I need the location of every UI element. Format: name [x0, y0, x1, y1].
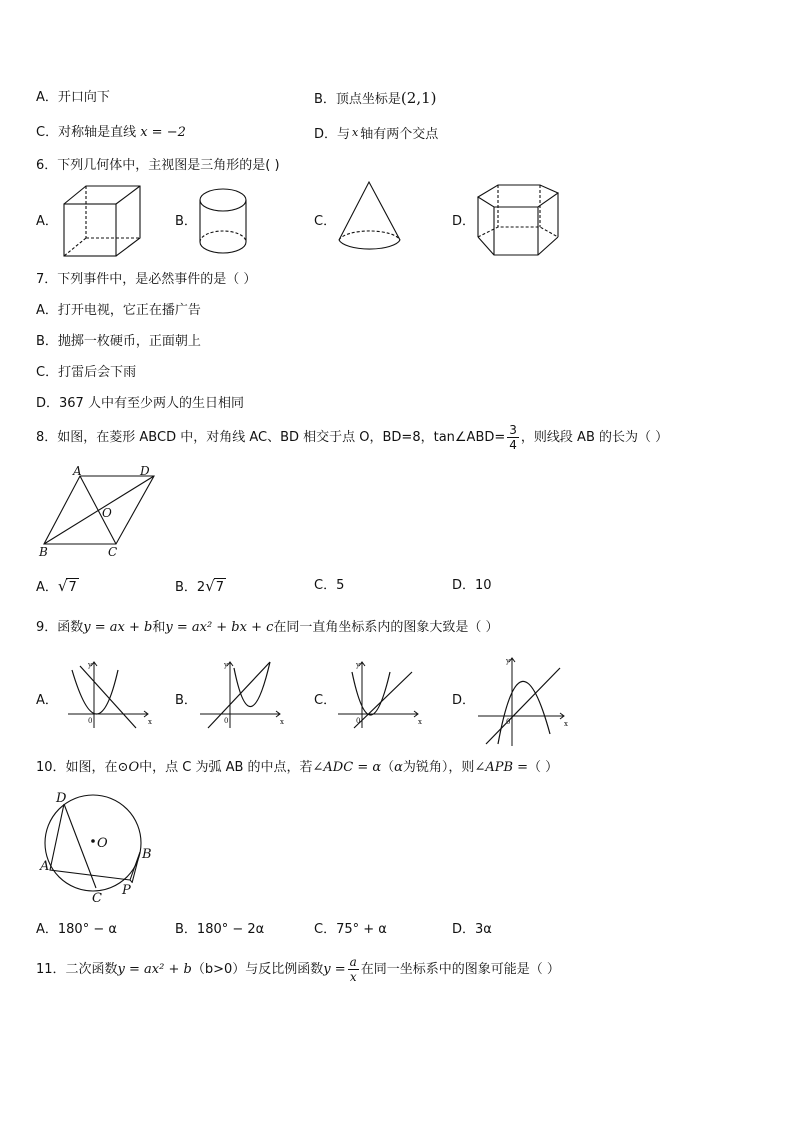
q8-label-b: B — [39, 545, 48, 559]
q9-d-origin: 0 — [506, 718, 511, 726]
q8-label-d: D — [140, 464, 150, 478]
q10-label-a: A — [40, 859, 50, 874]
q9-stem — [36, 619, 499, 637]
q9-b-x-label: x — [280, 718, 284, 726]
q9-and: 和 — [152, 620, 166, 635]
q10-option-c: C．75° + α — [314, 922, 387, 937]
q9-label-d: D． — [452, 693, 476, 708]
q10-stem-suffix: （ ） — [528, 760, 559, 775]
q6-cylinder-figure — [196, 184, 252, 260]
q9-c-y-label: y — [356, 661, 360, 669]
q8-label-a: A — [73, 464, 82, 478]
q11-stem-suffix: 在同一坐标系中的图象可能是（ ） — [360, 962, 560, 977]
q5-option-d-prefix: D．与 — [314, 127, 351, 142]
q10-label-o: O — [97, 836, 108, 851]
q10-stem-mid3: 为锐角），则 — [402, 760, 475, 775]
q8-rhombus-figure — [34, 460, 160, 560]
q10-option-a: A．180° − α — [36, 922, 117, 937]
q10-stem-mid2: （ — [381, 760, 395, 775]
q8-option-b-radicand: 7 — [215, 580, 225, 595]
q6-label-a: A． — [36, 214, 58, 229]
q10-label-c: C — [92, 891, 102, 906]
q8-label-o: O — [102, 506, 112, 520]
q9-b-origin: 0 — [224, 717, 229, 725]
q9-label-b: B． — [175, 693, 197, 708]
q10-stem-prefix: 10．如图，在 — [36, 760, 118, 775]
q8-option-a-radicand: 7 — [68, 580, 77, 595]
q8-option-a-label: A． — [36, 580, 58, 595]
q8-fraction-den: 4 — [509, 438, 517, 452]
q9-d-x-label: x — [564, 720, 568, 728]
q8-option-b-label: B．2 — [175, 580, 206, 595]
q8-stem-suffix: ，则线段 AB 的长为（ ） — [520, 430, 669, 445]
q9-graph-d — [474, 654, 570, 748]
q5-option-d-var: x — [352, 126, 359, 139]
q9-graph-c — [334, 658, 424, 730]
q9-stem-prefix: 9．函数 — [36, 620, 84, 635]
q5-option-c-value: x = −2 — [140, 125, 186, 140]
q9-c-x-label: x — [418, 718, 422, 726]
q6-label-c: C． — [314, 214, 337, 229]
q6-hexagonal-prism-figure — [474, 181, 564, 261]
q7-option-d: D．367 人中有至少两人的生日相同 — [36, 396, 244, 411]
q9-a-x-label: x — [148, 718, 152, 726]
q5-option-a: A．开口向下 — [36, 90, 110, 105]
q8-option-a: A．√7 — [36, 577, 77, 595]
q6-stem: 6．下列几何体中，主视图是三角形的是( ) — [36, 158, 280, 173]
q10-label-d: D — [56, 791, 67, 806]
q6-cone-figure — [334, 178, 406, 262]
q9-function-quadratic: y = ax² + bx + c — [165, 620, 274, 635]
q9-c-origin: 0 — [356, 717, 361, 725]
q8-label-c: C — [108, 545, 118, 559]
q10-circle-figure — [36, 786, 166, 906]
q11-function-quadratic: y = ax² + b — [117, 962, 192, 977]
q7-stem: 7．下列事件中，是必然事件的是（ ） — [36, 272, 257, 287]
q9-label-a: A． — [36, 693, 58, 708]
q5-option-b-value: (2,1) — [400, 89, 437, 107]
q11-fraction-den: x — [349, 970, 357, 984]
q11-stem — [36, 953, 560, 987]
q5-option-b-text: B．顶点坐标是 — [314, 92, 401, 107]
q6-cube-figure — [58, 182, 144, 262]
q10-stem — [36, 759, 558, 777]
q9-a-y-label: y — [88, 661, 92, 669]
q9-a-origin: 0 — [88, 717, 93, 725]
q9-graph-a — [64, 658, 154, 730]
q5-option-d — [314, 124, 438, 144]
q5-option-c-text: C．对称轴是直线 — [36, 125, 137, 140]
q6-label-d: D． — [452, 214, 476, 229]
q11-function-inverse-left: y = — [323, 962, 346, 977]
q9-label-c: C． — [314, 693, 337, 708]
q10-stem-mid1: 中，点 C 为弧 AB 的中点，若 — [139, 760, 313, 775]
q10-option-d: D．3α — [452, 922, 492, 937]
q8-stem-prefix: 8．如图，在菱形 ABCD 中，对角线 AC、BD 相交于点 O，BD=8，tan∠ABD= — [36, 430, 506, 445]
q10-angle-adc: ∠ADC = α — [312, 760, 382, 775]
q9-function-linear: y = ax + b — [83, 620, 153, 635]
q8-fraction-num: 3 — [509, 423, 517, 437]
q8-option-c: C．5 — [314, 578, 345, 593]
q8-fraction — [507, 423, 519, 452]
q9-b-y-label: y — [224, 661, 228, 669]
q10-label-p: P — [122, 883, 131, 898]
q10-alpha: α — [394, 760, 403, 775]
q5-option-d-suffix: 轴有两个交点 — [360, 127, 439, 142]
q7-option-c: C．打雷后会下雨 — [36, 365, 137, 380]
q8-option-d: D．10 — [452, 578, 492, 593]
q11-fraction-num: a — [349, 955, 357, 969]
q10-angle-apb: ∠APB = — [474, 760, 529, 775]
q9-stem-suffix: 在同一直角坐标系内的图象大致是（ ） — [273, 620, 499, 635]
q7-option-a: A．打开电视，它正在播广告 — [36, 303, 201, 318]
q5-option-c — [36, 124, 186, 142]
q5-option-b — [314, 89, 436, 109]
q6-label-b: B． — [175, 214, 197, 229]
q8-stem — [36, 421, 668, 455]
q10-label-b: B — [142, 847, 152, 862]
q10-circle-symbol: ⊙O — [117, 760, 140, 775]
q8-option-b: B．2√7 — [175, 577, 225, 595]
q7-option-b: B．抛掷一枚硬币，正面朝上 — [36, 334, 201, 349]
q11-stem-prefix: 11．二次函数 — [36, 962, 118, 977]
q11-condition: （b>0）与反比例函数 — [191, 962, 324, 977]
q11-fraction — [348, 955, 359, 984]
q10-option-b: B．180° − 2α — [175, 922, 265, 937]
q9-graph-b — [196, 658, 286, 730]
q9-d-y-label: y — [506, 657, 510, 665]
